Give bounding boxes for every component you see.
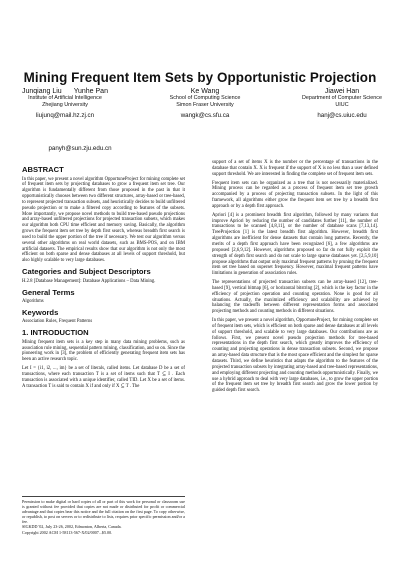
keywords-text: Association Rules, Frequent Patterns xyxy=(22,319,93,325)
body-paragraph: In this paper, we present a novel algorithm, OpportuneProject, for mining complete set of frequent item sets, which is efficient on both sparse and dense databases at all levels of support threshold, and scalable to very large databases. Our contributions are as follows. First, we present novel pseudo projection methods for tree-based representations in the depth first search, which greatly improves the efficiency of counting and projecting operations in dense transaction subsets. Second, we propose an array-based data structure that is the most space efficient and the simplest for sparse datasets. Third, we define heuristics that adapts the algorithm to the features of the projected transaction subsets by integrating array-based and tree-based representations, and employing different projecting and counting methods opportunistically. Finally, we use a hybrid approach to deal with very large databases, i.e., to grow the upper portion of the frequent item set tree by breadth first search and grow the lower portion by guided depth first search. xyxy=(212,318,378,394)
body-paragraph: The representations of projected transaction subsets can be array-based [12], tree-based [9], vertical bitmap [6], or horizontal bitstring [2], which is the key factor in the efficiency of projection operation and counting operation. None is good for all situations. Actually, the maximized efficiency and scalability are achieved by balancing the tradeoffs between different representation forms and associated projecting methods and counting methods in different situations. xyxy=(212,280,378,315)
author-name: Yunhe Pan xyxy=(73,88,108,95)
author-names xyxy=(302,88,382,95)
author-email: wangk@cs.sfu.ca xyxy=(180,111,230,119)
author-block-uiuc xyxy=(302,88,382,119)
general-terms-text: Algorithms xyxy=(22,299,44,304)
author-name: Ke Wang xyxy=(190,88,220,95)
author-name: Jiawei Han xyxy=(324,88,360,95)
author-block-zju xyxy=(22,88,108,119)
author-names xyxy=(170,88,241,95)
affiliation-line: Department of Computer Science xyxy=(302,95,382,101)
conference-line: SIGKDD '02, July 23-26, 2002, Edmonton, Alberta, Canada. xyxy=(22,524,122,530)
introduction-paragraph: Mining frequent item sets is a key step in many data mining problems, such as association rule mining, sequential pattern mining, classification, and so on. Since the pioneering work in [3], the problem of efficiently generating frequent item sets has been an active research topic. xyxy=(22,339,185,363)
author-email: liujunq@mail.hz.zj.cn xyxy=(35,111,95,119)
abstract-text: In this paper, we present a novel algorithm OpportuneProject for mining complete set of frequent item sets by projecting databases to grow a frequent item set tree. Our algorithm is fundamentally different from those proposed in the past in that it opportunistically chooses between two different structures, array-based or tree-based, to represent projected transaction subsets, and heuristically decides to build unfiltered pseudo projection or to make a filtered copy according to features of the subsets. More importantly, we propose novel methods to build tree-based pseudo projections and array-based unfiltered projections for projected transaction subsets, which makes our algorithm both CPU time efficient and memory saving. Basically, the algorithm grows the frequent item set tree by depth first search, whereas breadth first search is used to build the upper portion of the tree if necessary. We test our algorithm versus several other algorithms on real world datasets, such as BMS-POS, and on IBM artificial datasets. The empirical results show that our algorithm is not only the most efficient on both sparse and dense databases at all levels of support threshold, but also highly scalable to very large databases. xyxy=(22,176,185,264)
keywords-heading: Keywords xyxy=(22,307,59,317)
author-email-secondary: panyh@sun.zju.edu.cn xyxy=(48,145,112,152)
abstract-heading: ABSTRACT xyxy=(22,165,64,174)
introduction-heading: 1. INTRODUCTION xyxy=(22,328,89,338)
right-column xyxy=(212,160,378,397)
affiliation-line: Simon Fraser University xyxy=(176,101,234,108)
author-block-sfu xyxy=(170,88,241,119)
categories-text: H.2.8 [Database Management]: Database Applications – Data Mining. xyxy=(22,278,156,284)
author-names xyxy=(22,88,108,95)
general-terms-heading: General Terms xyxy=(22,287,75,297)
author-name: Junqiang Liu xyxy=(22,88,62,95)
permission-notice xyxy=(22,496,185,535)
body-paragraph: Frequent item sets can be organized as a tree that is not necessarily materialized. Mining process can be regarded as a process of frequent item set tree growth accompanied by a process of projecting transaction subsets. In the light of this framework, all algorithms either grow the frequent item set tree by a breadth first approach or by a depth first approach. xyxy=(212,180,378,209)
affiliation-line: School of Computing Science xyxy=(169,95,241,101)
permission-text: Permission to make digital or hard copies of all or part of this work for personal or classroom use is granted without fee provided that copies are not made or distributed for profit or commercial advantage and that copies bear this notice and the full citation on the first page. To copy otherwise, or republish, to post on servers or to redistribute to lists, requires prior specific permission and/or a fee. xyxy=(22,499,185,525)
affiliation-line: Institute of Artificial Intelligence xyxy=(28,95,102,101)
copyright-line: Copyright 2002 ACM 1-58113-567-X/02/0007...$5.00. xyxy=(22,529,113,535)
author-list xyxy=(22,88,382,119)
author-email: hanj@cs.uiuc.edu xyxy=(317,111,367,119)
body-paragraph: Apriori [4] is a prominent breadth first algorithm, followed by many variants that improve Apriori by reducing the number of candidates further [11], the number of transactions to be scanned [4,8,11], or the number of database scans [7,13,14]. TreeProjection [1] is the latest breadth first algorithm. However, breadth first algorithms are inefficient for dense datasets that contain long patterns. Recently, the merits of a depth first approach have been recognized [6], a few algorithms are proposed [2,6,9,12]. However, algorithms proposed so far do not fully exploit the strength of depth first search and do not scale to large sparse databases yet. [2,5,9,10] propose algorithms that output only maximal frequent patterns by pruning the frequent item set tree based on superset frequency. However, maximal frequent patterns have limitations in generation of association rules. xyxy=(212,212,378,277)
paper-title: Mining Frequent Item Sets by Opportunistic Projection xyxy=(23,70,377,85)
affiliation-line: Zhejiang University xyxy=(42,101,88,108)
affiliation-line: UIUC xyxy=(335,101,349,108)
body-paragraph: support of a set of items X is the number or the percentage of transactions in the database that contain X. X is frequent if the support of X is no less than a user defined support threshold. We are interested in finding the complete set of frequent item sets. xyxy=(212,160,378,177)
categories-heading: Categories and Subject Descriptors xyxy=(22,267,151,277)
introduction-paragraph: Let I = {i1, i2, ..., im} be a set of literals, called items. Let database D be a set of transactions, where each transaction T is a set of items such that T ⊆ I . Each transaction is associated with a unique identifier, called TID. Let X be a set of items. A transaction T is said to contain X if and only if X ⊆ T . The xyxy=(22,366,185,389)
left-column xyxy=(22,162,185,392)
